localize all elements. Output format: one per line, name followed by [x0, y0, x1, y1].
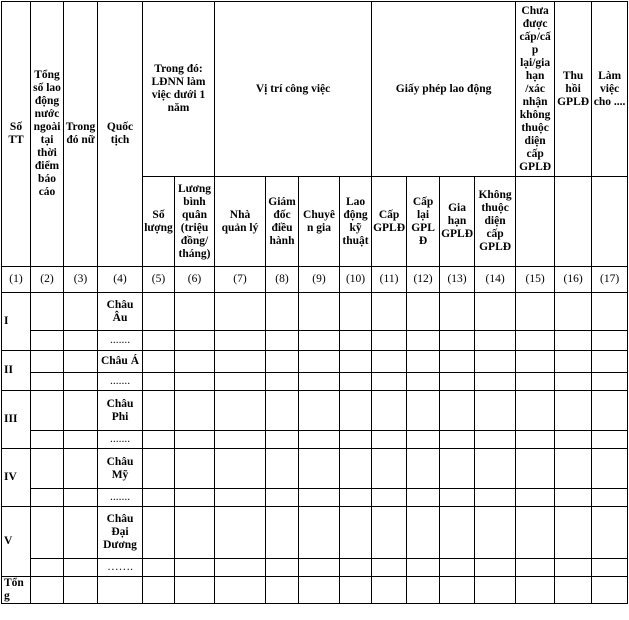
row-stt: II: [2, 351, 31, 391]
header-revoked: Thu hồi GPLĐ: [555, 2, 592, 177]
header-executive-director: Giám đốc điều hành: [266, 177, 299, 267]
column-number: (14): [475, 267, 516, 293]
table-row: [2, 331, 628, 351]
table-row: [2, 559, 628, 577]
region-placeholder: .......: [98, 331, 143, 351]
header-not-yet-issued: Chưa được cấp/cấp lại/gia hạn /xác nhận không thuộc diện cấp GPLĐ: [516, 2, 555, 177]
table-row: [2, 391, 628, 431]
column-number: (5): [143, 267, 175, 293]
row-stt: I: [2, 293, 31, 351]
row-stt: IV: [2, 449, 31, 507]
header-permit-reissued: Cấp lại GPLĐ: [407, 177, 440, 267]
empty-cell: [516, 177, 555, 267]
column-number: (15): [516, 267, 555, 293]
total-label: Tổng: [2, 577, 31, 604]
table-row: [2, 373, 628, 391]
region-placeholder: .......: [98, 431, 143, 449]
header-work-permit: Giấy phép lao động: [372, 2, 516, 177]
empty-cell: [555, 177, 592, 267]
header-nationality: Quốc tịch: [98, 2, 143, 267]
header-manager: Nhà quản lý: [215, 177, 266, 267]
column-number: (16): [555, 267, 592, 293]
column-number-row: [2, 267, 628, 293]
column-number: (3): [64, 267, 98, 293]
column-number: (7): [215, 267, 266, 293]
table-row: [2, 449, 628, 489]
column-number: (12): [407, 267, 440, 293]
region-placeholder: …….: [98, 559, 143, 577]
table-row: [2, 293, 628, 331]
empty-cell: [592, 177, 628, 267]
column-number: (6): [175, 267, 215, 293]
column-number: (11): [372, 267, 407, 293]
header-permit-extended: Gia hạn GPLĐ: [440, 177, 475, 267]
column-number: (10): [340, 267, 372, 293]
header-count: Số lượng: [143, 177, 175, 267]
table-row: [2, 431, 628, 449]
column-number: (8): [266, 267, 299, 293]
header-total-foreign-workers: Tổng số lao động nước ngoài tại thời điểm báo cáo: [31, 2, 64, 267]
region-name: Châu Âu: [98, 293, 143, 331]
total-row: [2, 577, 628, 604]
region-placeholder: .......: [98, 489, 143, 507]
header-job-position: Vị trí công việc: [215, 2, 372, 177]
header-under-1-year: Trong đó: LĐNN làm việc dưới 1 năm: [143, 2, 215, 177]
header-permit-not-subject: Không thuộc diện cấp GPLĐ: [475, 177, 516, 267]
header-technical-worker: Lao động kỹ thuật: [340, 177, 372, 267]
row-stt: V: [2, 507, 31, 577]
table-row: [2, 351, 628, 373]
column-number: (13): [440, 267, 475, 293]
header-working-for: Làm việc cho ....: [592, 2, 628, 177]
column-number: (2): [31, 267, 64, 293]
row-stt: III: [2, 391, 31, 449]
column-number: (1): [2, 267, 31, 293]
header-female: Trong đó nữ: [64, 2, 98, 267]
table-row: [2, 489, 628, 507]
header-permit-issued: Cấp GPLĐ: [372, 177, 407, 267]
region-name: Châu Á: [98, 351, 143, 373]
table-row: [2, 507, 628, 559]
column-number: (17): [592, 267, 628, 293]
column-number: (4): [98, 267, 143, 293]
column-number: (9): [299, 267, 340, 293]
header-expert: Chuyên gia: [299, 177, 340, 267]
region-name: Châu Đại Dương: [98, 507, 143, 559]
foreign-labor-report-table: [1, 1, 628, 604]
region-name: Châu Phi: [98, 391, 143, 431]
region-name: Châu Mỹ: [98, 449, 143, 489]
header-avg-salary: Lương bình quân (triệu đồng/ tháng): [175, 177, 215, 267]
region-placeholder: .......: [98, 373, 143, 391]
header-stt: Số TT: [2, 2, 31, 267]
